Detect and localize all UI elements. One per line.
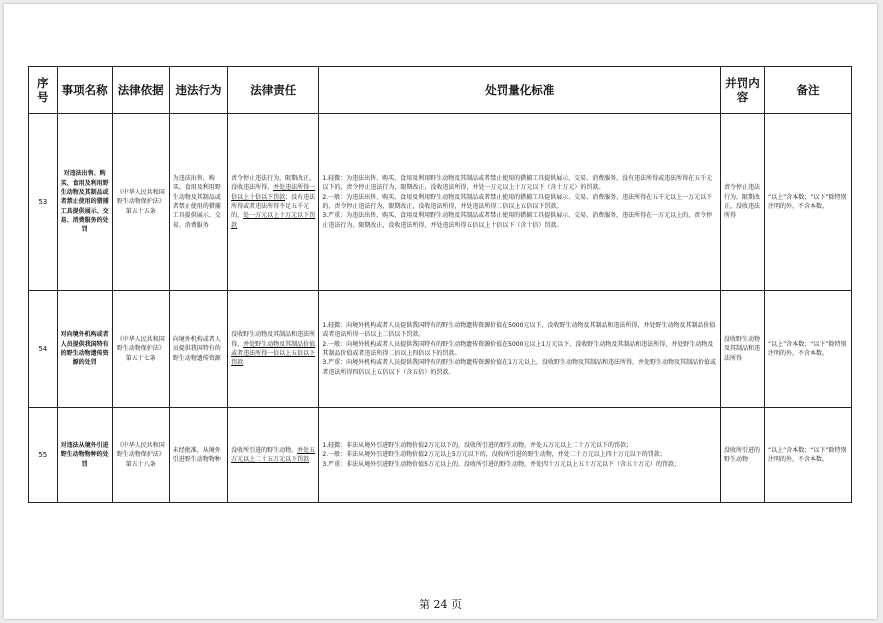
header-no: 序号 [29,67,58,114]
legal-liability [228,291,319,408]
violation-behavior: 为违法出售、购买、食用及利用野生动物及其制品或者禁止使用的猎捕工具提供展示、交易、消费服务 [169,114,227,291]
page-number: 第 24 页 [419,598,462,611]
header-liability: 法律责任 [228,67,319,114]
liability-text: 没收野生动物及其制品和违法所得， [231,331,316,348]
legal-liability [228,114,319,291]
item-name: 对向境外机构或者人员提供我国特有的野生动物遗传资源的处罚 [57,291,112,408]
header-standard: 处罚量化标准 [319,67,721,114]
combined-penalty: 责令停止违法行为，限期改正，没收违法所得 [721,114,765,291]
standard-general: 2.一般：非法从境外引进野生动物价值2万元以上5万元以下的，没收所引进的野生动物，并处二十万元以上四十万元以下的罚款； [322,451,666,459]
standard-severe: 3.严重：非法从境外引进野生动物价值5万元以上的，没收所引进的野生动物，并处四十万元以上五十万元以下（含五十万元）的罚款； [322,460,680,468]
legal-basis: 《中华人民共和国野生动物保护法》第五十五条 [112,114,169,291]
penalty-table [28,66,852,503]
standard-severe: 3.严重：向境外机构或者人员提供我国特有的野生动物遗传资源价值在1万元以上，没收野生动物及其制品和违法所得，并处野生动物及其制品价值或者违法所得四倍以上五倍以下（含五倍）的罚款。 [322,359,716,376]
quantified-standard [319,408,721,503]
remark: “以上”含本数；“以下”除特别注明的外，不含本数。 [765,408,852,503]
combined-penalty: 没收所引进的野生动物 [721,408,765,503]
liability-underlined: 处一万元以上十万元以下罚款 [231,212,316,229]
row-number: 53 [29,114,58,291]
legal-basis: 《中华人民共和国野生动物保护法》第五十八条 [112,408,169,503]
standard-general: 2.一般：向境外机构或者人员提供我国特有的野生动物遗传资源价值在5000元以上1万元以下，没收野生动物及其制品和违法所得，并处野生动物及其制品价值或者违法所得二倍以上四倍以下的罚款。 [322,340,714,357]
row-number: 54 [29,291,58,408]
table-row [29,291,852,408]
liability-underlined: 并处五万元以上二十五万元以下罚款 [231,446,316,463]
standard-minor: 1.轻微：非法从境外引进野生动物价值2万元以下的，没收所引进的野生动物，并处五万元以上二十万元以下的罚款； [322,442,632,450]
table-row [29,114,852,291]
standard-severe: 3.严重：为违法出售、购买、食用及利用野生动物及其制品或者禁止使用的猎捕工具提供展示、交易、消费服务，违法所得在一万元以上的，责令停止违法行为，限期改正，没收违法所得，并处违法所得五倍以上十倍以下（含十倍）罚款。 [322,212,713,229]
item-name: 对违法从境外引进野生动物物种的处罚 [57,408,112,503]
liability-text: 没收所引进的野生动物， [231,446,298,454]
violation-behavior: 未经批准，从境外引进野生动物物种 [169,408,227,503]
legal-basis: 《中华人民共和国野生动物保护法》第五十七条 [112,291,169,408]
combined-penalty: 没收野生动物及其制品和违法所得 [721,291,765,408]
remark: “以上”含本数；“以下”除特别注明的外，不含本数。 [765,114,852,291]
remark: “以上”含本数；“以下”除特别注明的外，不含本数。 [765,291,852,408]
header-row [29,67,852,114]
liability-underlined: 并处野生动物及其制品价值或者违法所得一倍以上五倍以下罚款 [231,340,316,367]
standard-minor: 1.轻微：向境外机构或者人员提供我国特有的野生动物遗传资源价值在5000元以下，没收野生动物及其制品和违法所得，并处野生动物及其制品价值或者违法所得一倍以上二倍以下罚款。 [322,322,716,339]
header-combined: 并罚内容 [721,67,765,114]
liability-text: 责令停止违法行为，限期改正，没收违法所得， [231,175,316,192]
header-basis: 法律依据 [112,67,169,114]
table-row [29,408,852,503]
quantified-standard [319,291,721,408]
liability-underlined: 并处违法所得一倍以上十倍以下罚款 [231,184,316,201]
item-name: 对违法出售、购买、食用及利用野生动物及其制品或者禁止使用的猎捕工具提供展示、交易、消费服务的处罚 [57,114,112,291]
violation-behavior: 向境外机构或者人员提供我国特有的野生动物遗传资源 [169,291,227,408]
document-page [4,4,877,619]
header-item: 事项名称 [57,67,112,114]
legal-liability [228,408,319,503]
row-number: 55 [29,408,58,503]
quantified-standard [319,114,721,291]
standard-minor: 1.轻微：为违法出售、购买、食用及利用野生动物及其制品或者禁止使用的猎捕工具提供展示、交易、消费服务，没有违法所得或违法所得在五千元以下的，责令停止违法行为，限期改正，没收违法所得，并处一万元以上十万元以下（含十万元）的罚款。 [322,175,713,192]
liability-text: ；没有违法所得或者违法所得不足五千元的， [231,193,316,220]
standard-general: 2.一般：为违法出售、购买、食用及利用野生动物及其制品或者禁止使用的猎捕工具提供展示、交易、消费服务，违法所得在五千元以上一万元以下的，责令停止违法行为，限期改正，没收违法所得，并处违法所得二倍以上五倍以下罚款。 [322,193,713,210]
header-behavior: 违法行为 [169,67,227,114]
header-remark: 备注 [765,67,852,114]
